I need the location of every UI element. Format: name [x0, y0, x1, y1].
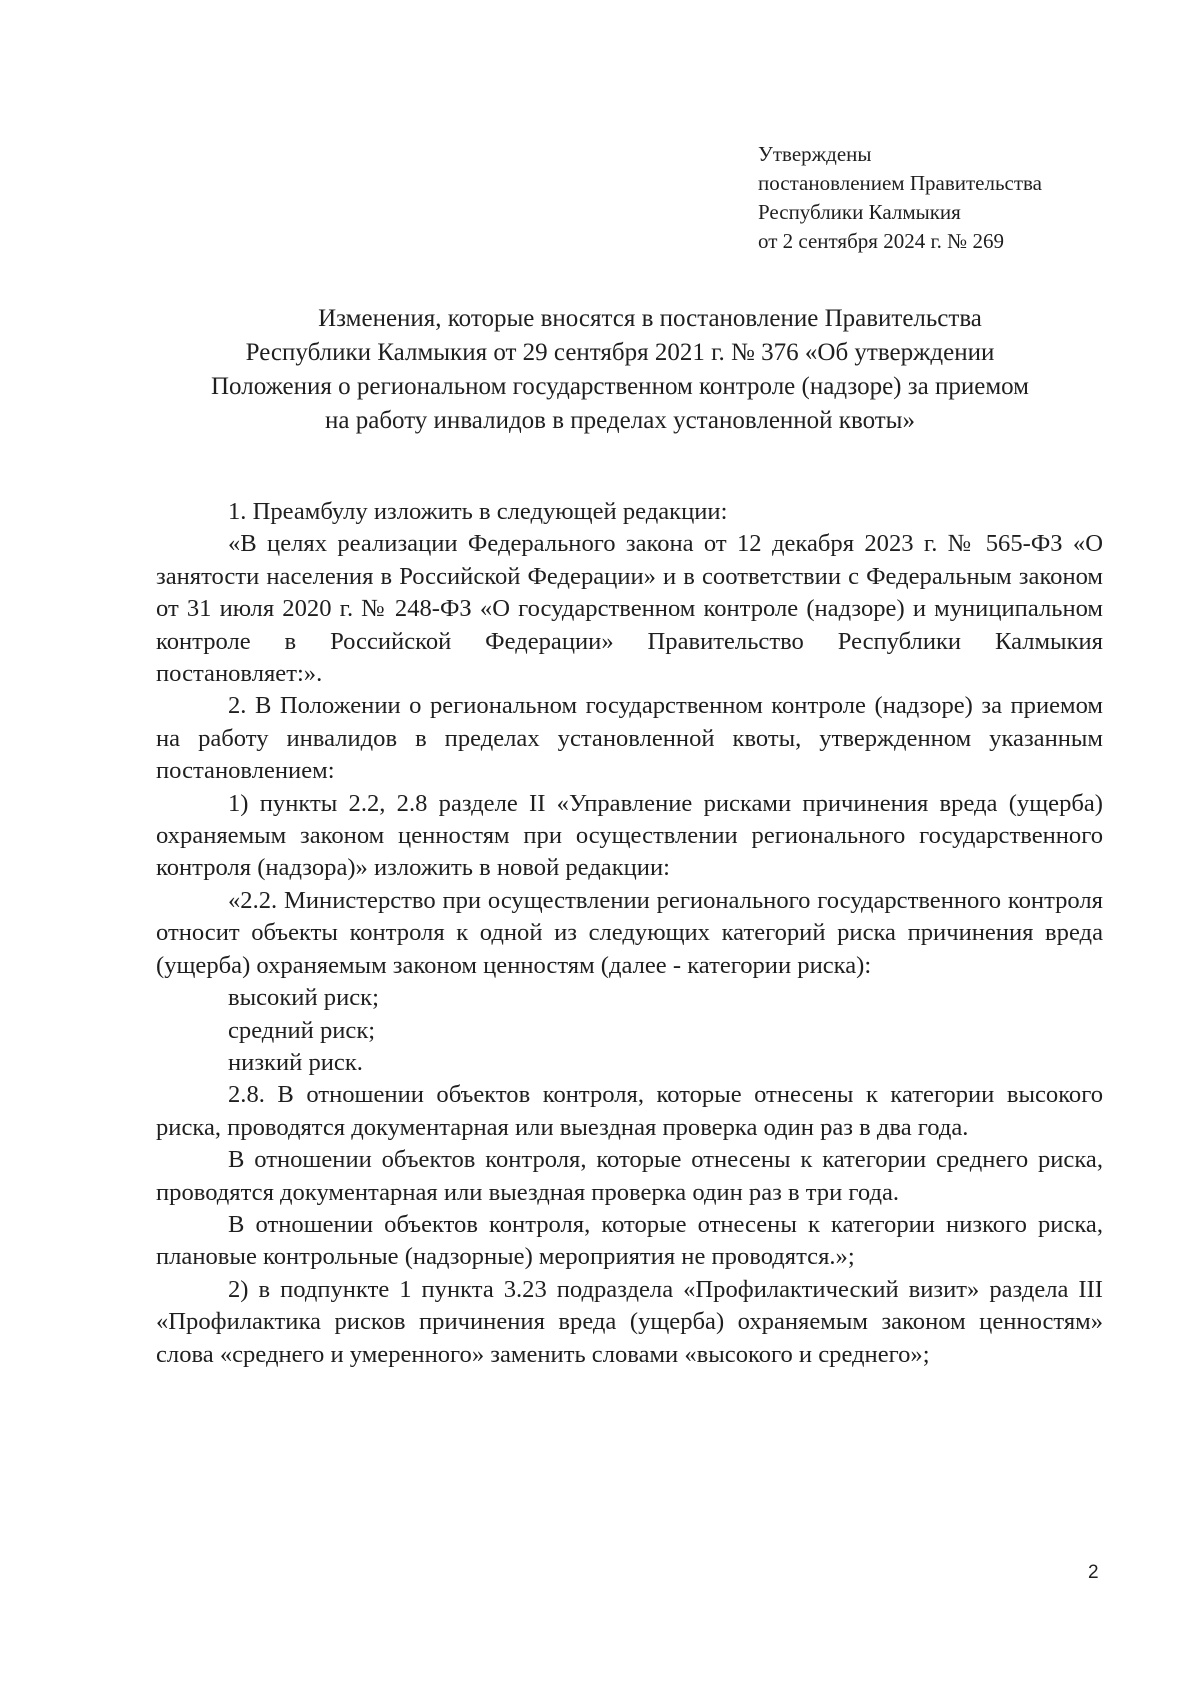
- approval-line: от 2 сентября 2024 г. № 269: [758, 229, 1004, 253]
- risk-list-item: средний риск;: [228, 1016, 376, 1044]
- approval-stamp: [758, 140, 1158, 256]
- risk-list-item: высокий риск;: [228, 984, 379, 1012]
- document-title: [150, 302, 1090, 438]
- document-body: [156, 496, 1103, 1371]
- risk-list-item: низкий риск.: [228, 1048, 363, 1076]
- paragraph: 2.8. В отношении объектов контроля, которые отнесены к категории высокого риска, проводятся документарная или выездная проверка один раз в два года.: [156, 1081, 1103, 1141]
- paragraph: «2.2. Министерство при осуществлении регионального государственного контроля относит объекты контроля к одной из следующих категорий риска причинения вреда (ущерба) охраняемым законом ценностям (далее - категории риска):: [156, 886, 1103, 979]
- approval-line: постановлением Правительства: [758, 171, 1043, 195]
- paragraph: В отношении объектов контроля, которые отнесены к категории среднего риска, проводятся документарная или выездная проверка один раз в три года.: [156, 1146, 1103, 1206]
- title-line: Изменения, которые вносятся в постановление Правительства: [318, 305, 982, 332]
- paragraph: В отношении объектов контроля, которые отнесены к категории низкого риска, плановые контрольные (надзорные) мероприятия не проводятся.»;: [156, 1210, 1103, 1271]
- approval-line: Республики Калмыкия: [758, 200, 961, 224]
- paragraph: 1) пункты 2.2, 2.8 разделе II «Управление рисками причинения вреда (ущерба) охраняемым законом ценностям при осуществлении регионального государственного контроля (надзора)» изложить в новой редакции:: [156, 789, 1103, 882]
- title-line: Положения о региональном государственном контроле (надзоре) за приемом: [211, 373, 1029, 400]
- title-line: на работу инвалидов в пределах установленной квоты»: [325, 407, 915, 434]
- approval-line: Утверждены: [758, 142, 872, 166]
- paragraph: 2) в подпункте 1 пункта 3.23 подраздела «Профилактический визит» раздела III «Профилактика рисков причинения вреда (ущерба) охраняемым законом ценностям» слова «среднего и умеренного» заменить словами «высокого и среднего»;: [156, 1275, 1103, 1368]
- paragraph: «В целях реализации Федерального закона от 12 декабря 2023 г. № 565-ФЗ «О занятости населения в Российской Федерации» и в соответствии с Федеральным законом от 31 июля 2020 г. № 248-ФЗ «О государственном контроле (надзоре) и муниципальном контроле в Российской Федерации» Правительство Республики Калмыкия постановляет:».: [156, 530, 1103, 688]
- paragraph: 1. Преамбулу изложить в следующей редакции:: [228, 498, 728, 525]
- page-number: 2: [1088, 1562, 1099, 1583]
- paragraph: 2. В Положении о региональном государственном контроле (надзоре) за приемом на работу инвалидов в пределах установленной квоты, утвержденном указанным постановлением:: [156, 692, 1103, 785]
- title-line: Республики Калмыкия от 29 сентября 2021 г. № 376 «Об утверждении: [245, 339, 995, 366]
